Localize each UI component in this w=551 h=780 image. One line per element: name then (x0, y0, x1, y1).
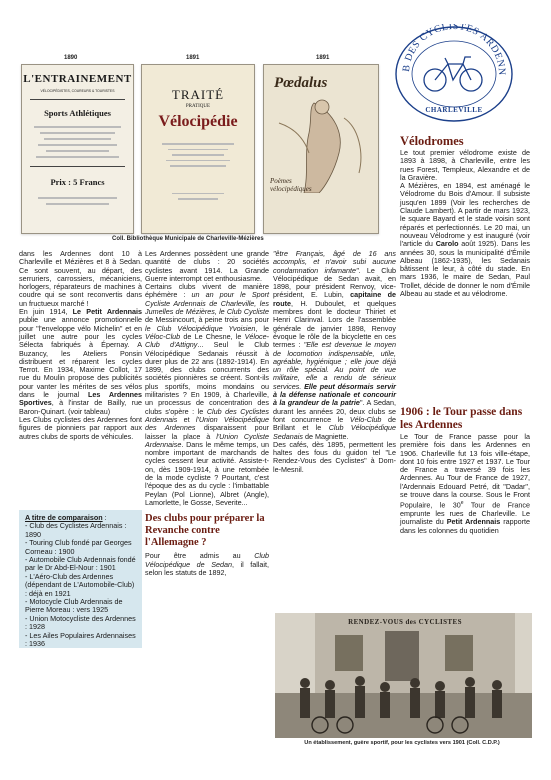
cover-title: L'ENTRAINEMENT (23, 73, 132, 85)
comparison-item: - L'Aéro-Club des Ardennes (dépendant de L'Automobile-Club) : déjà en 1921 (25, 571, 135, 598)
velodromes-paragraph-1: Le tout premier vélodrome existe de 1893 à 1898, à Charleville, entre les rues Forest, Templeux, Alexandre et de la Gravière. (400, 148, 530, 182)
cover-subtitle: PRATIQUE (185, 104, 211, 109)
cover-subtitle: VÉLOCIPÉDISTES, COUREURS & TOURISTES (40, 89, 115, 93)
cover-title: TRAITÉ (171, 87, 225, 102)
photo-caption: Un établissement, guère sportif, pour les cyclistes vers 1901 (Coll. C.D.P.) (304, 740, 500, 746)
tour-paragraph: Le Tour de France passe pour la première fois dans les Ardennes en 1906. Charleville fut 13 fois ville-étape, dont 10 fois entre 1927 et 1937. Le Tour de France a traversé 39 fois les Ardennes. Au Tour de France de 1927, l'Ardennais Edouard Petré, dit "Dadar", se trouve dans la course. Sous le Front Populaire, le 30e Tour de France emprunte les rues de Charleville. Le journaliste du Petit Ardennais rapporte dans les colonnes du quotidien (400, 432, 531, 535)
column-3 (273, 250, 396, 474)
comparison-title: A titre de comparaison : (25, 513, 107, 522)
col3-paragraph-2: Des cafés, dès 1895, permettent les haltes des fous du guidon tel "Le Rendez-Vous des Cyclistes" à Dom-le-Mesnil. (273, 439, 396, 474)
column-2 (145, 250, 269, 577)
col2-paragraph-3: Pour être admis au Club Vélocipédique de Sedan, il fallait, selon les statuts de 1892, (145, 551, 269, 577)
col2-paragraph-1: Les Ardennes possèdent une grande quantité de clubs : 20 sociétés cyclistes avant 1914. La Grande Guerre interrompt cet enthousiasme. (145, 249, 269, 283)
comparison-box (19, 510, 142, 648)
comparison-item: - Automobile Club Ardennais fondé par le Dr Abd-El-Nour : 1901 (25, 555, 136, 573)
photo-sign: RENDEZ-VOUS des CYCLISTES (348, 618, 462, 626)
comparison-item: - Club des Cyclistes Ardennais : 1890 (25, 521, 127, 539)
comparison-item: - Motocycle Club Ardennais de Pierre Moreau : vers 1925 (25, 597, 123, 615)
col1-paragraph-1: dans les Ardennes dont 10 à Charleville et Mézières et 8 à Sedan. Ce sont souvent, au départ, des serruriers, carrossiers, mécaniciens, horlogers, réparateurs de machines à coudre qui se sont reconvertis dans un fructueux marché ! (19, 249, 142, 308)
cover-sports: Sports Athlétiques (44, 108, 111, 118)
column-4-bottom (400, 406, 530, 535)
book-cover-traite-velocipedie (141, 64, 255, 234)
cover-title: Pœdalus (274, 75, 328, 91)
heading-velodromes: Vélodromes (400, 134, 464, 148)
book-cover-poedalus (263, 64, 379, 234)
col3-paragraph-1: "être Français, âgé de 16 ans accomplis, et n'avoir subi aucune condamnation infamante". Le Club Vélocipédique de Sedan avait, en 1898, pour président Renvoy, vice-président, E. Lubin, capitaine de route, H. Duboulet, et quelques membres dont le docteur Thiriet et Henri Clarinval. Lors de l'assemblée générale de janvier 1898, Renvoy évoque le rôle de la bicyclette en ces termes : "Elle est devenue le moyen de locomotion indispensable, utile, agréable, hygiénique ; elle joue déjà un rôle spécial. Au point de vue militaire, elle a rendu de sérieux services. Elle peut désormais servir à la défense nationale et concourir à la grandeur de la patrie". A Sedan, durant les années 20, deux clubs se font concurrence le Vélo-Club de Brillant et le Club Vélocipédique Sedanais de Magniette. (273, 249, 396, 441)
col1-paragraph-2: En juin 1914, Le Petit Ardennais publie une annonce promotionnelle pour "l'enveloppe vélo Michelin" et en juillet une autre pour les cycles Sélecta fabriqués à Épernay. A Buzancy, les Ateliers Ponsin distribuent et réparent les cycles Terrot. En 1934, Maxime Collot, 17 rue du Moulin propose des publicités pour vanter les mérites de ses vélos dans le journal Les Ardennes Sportives, à l'instar de Bailly, rue Baron-Quinart. (voir tableau) (19, 307, 142, 416)
column-1 (19, 250, 142, 441)
cover-year-1: 1890 (64, 55, 78, 61)
logo-ring-text: B DES CYCLISTES ARDENN (400, 24, 508, 77)
book-cover-entrainement (21, 64, 134, 234)
covers-caption: Coll. Bibliothèque Municipale de Charleville-Mézières (112, 236, 264, 242)
cover-main-title: Vélocipédie (158, 113, 238, 130)
column-4-top (400, 134, 530, 298)
col1-paragraph-3: Les Clubs cyclistes des Ardennes font figures de pionniers par rapport aux autres clubs de sports de véhicules. (19, 414, 142, 441)
comparison-item: - Union Motocycliste des Ardennes : 1928 (25, 613, 136, 632)
heading-tour-1906: 1906 : le Tour passe dans les Ardennes (400, 406, 523, 431)
velodromes-paragraph-2: A Mézières, en 1894, est aménagé le Vélodrome du Bois d'Amour. Il subsiste jusqu'en 1899 (Voir les recherches de Claude Lambert). A partir de mars 1923, le square Bayard et le stade voisin sont réparés et perfectionnés. Le 20 mai, un nouveau Vélodrome y est inauguré (voir l'article du Carolo août 1925). Dans les années 30, sous la municipalité d'Émile Albeau (1862-1935), les Sedanais bâtissent le leur, à côté du stade. En mars 1936, le maire de Sedan, Paul Trollet, décide de donner le nom d'Émile Albeau au stade et au vélodrome. (400, 181, 530, 299)
cover-year-3: 1891 (316, 55, 330, 61)
comparison-item: - Touring Club fondé par Georges Corneau : 1900 (25, 538, 132, 556)
logo-city: CHARLEVILLE (425, 106, 483, 114)
comparison-item: - Les Ailes Populaires Ardennaises : 1936 (25, 630, 136, 649)
rendez-vous-photo (275, 613, 532, 738)
cover-price: Prix : 5 Francs (50, 177, 105, 187)
heading-revanche: Des clubs pour préparer la Revanche contre l'Allemagne ? (145, 513, 265, 549)
col2-paragraph-2: Certains clubs vivent de manière éphémère : un an pour le Sport Cycliste Ardennais de Charleville, les Jumelles de Mézières, le Club Cycliste de Messincourt, à peine trois ans pour le Club Vélocipédique Yvoisien, le Véloc-Club de Le Chesne, le Véloce-Club d'Attigny... Seul le Club Vélocipédique Sedanais réussit à durer plus de 22 ans (1892-1914). En 1899, des clubs concurrents des sociétés pionnières se créent. Sont-ils plus sportifs, moins mondains ou militaristes ? En 1909, à Charleville, un processus de concentration des clubs s'opère : le Club des Cyclistes Ardennais et l'Union Vélocipédique des Ardennes disparaissent pour laisser la place à l'Union Cycliste Ardennaise. Dans le même temps, un nombre important de marchands de cycles cessent leur activité. Assiste-t-on, dès 1909-1914, à une retombée de la mode cycliste ? Pourtant, c'est l'époque des as du cycle : l'imbattable Peylan (Pol Lionne), Albret (Angle), Lamorlette, le Gosse, Severite... (145, 282, 270, 507)
club-logo (393, 24, 515, 124)
cover-year-2: 1891 (186, 55, 200, 61)
cover-subtitle: Poèmes vélocipédiques (270, 177, 312, 193)
